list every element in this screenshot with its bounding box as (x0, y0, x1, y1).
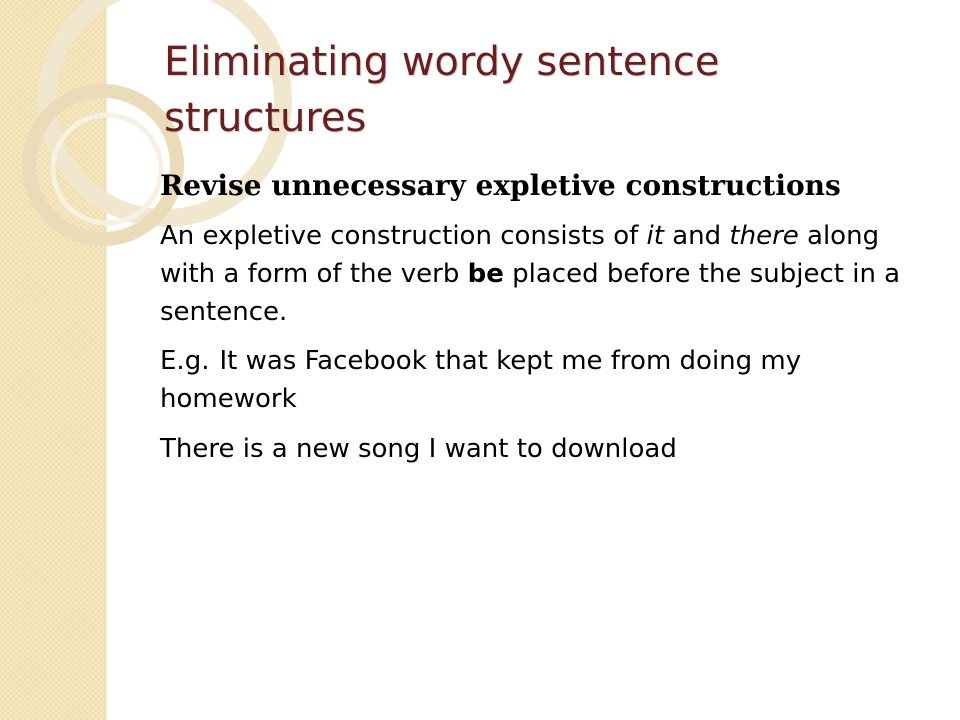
slide-title: Eliminating wordy sentence structures (164, 39, 720, 141)
decorative-left-band (0, 0, 106, 720)
first-example (160, 342, 915, 418)
definition-text-part-3: along with a form of the verb (160, 221, 880, 289)
decorative-band-edge (104, 0, 107, 720)
slide-subheading: Revise unnecessary expletive constructions (160, 169, 841, 202)
definition-text-part-1: An expletive construction consists of (160, 221, 647, 251)
definition-italic-there: there (729, 221, 799, 251)
definition-text-part-2: and (663, 221, 730, 251)
definition-bold-be: be (467, 259, 504, 289)
example-label: E.g. (160, 346, 210, 376)
first-example-sentence: It was Facebook that kept me from doing my homework (160, 346, 802, 414)
definition-italic-it: it (646, 221, 664, 251)
definition-text-part-4: placed before the subject in a sentence. (160, 259, 901, 327)
slide-content (160, 167, 915, 468)
definition-paragraph (160, 217, 915, 331)
second-example-sentence: There is a new song I want to download (160, 434, 677, 464)
